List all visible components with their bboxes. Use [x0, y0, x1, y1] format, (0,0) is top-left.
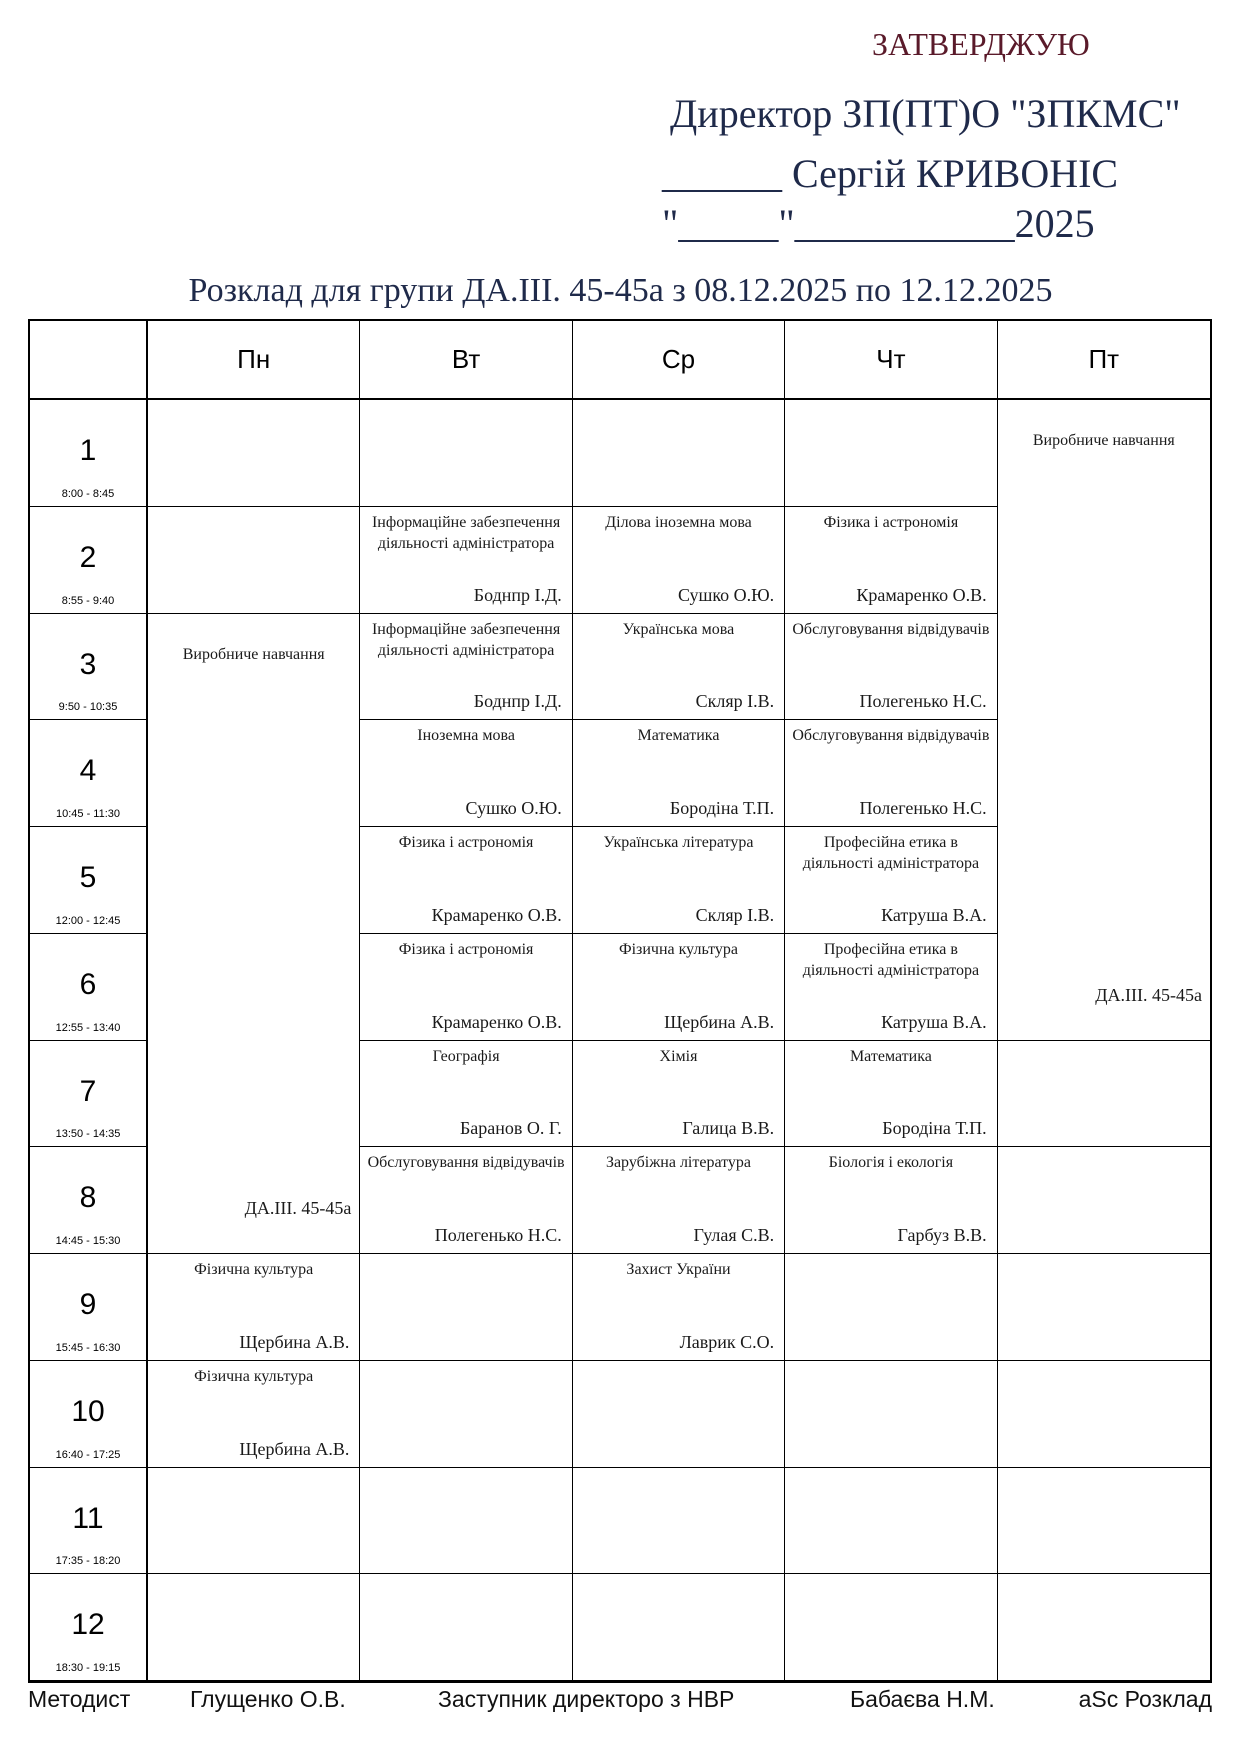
lesson-cell	[785, 614, 997, 721]
schedule-cell	[998, 1041, 1210, 1148]
lesson-subject: Обслуговування відвідувачів	[367, 1154, 565, 1172]
software-label: aSc Розклад	[1078, 1686, 1212, 1712]
lesson-cell	[148, 1254, 360, 1361]
lesson-teacher: Щербина А.В.	[239, 1438, 350, 1459]
lesson-cell	[573, 827, 785, 934]
period-number: 6	[79, 967, 97, 1001]
schedule-cell	[360, 1468, 572, 1575]
lesson-subject: Географія	[432, 1047, 500, 1065]
footer	[28, 1686, 1212, 1716]
lesson-subject: Математика	[849, 1047, 932, 1065]
lesson-cell	[573, 1254, 785, 1361]
schedule-cell	[360, 1574, 572, 1681]
lesson-subject: Інформаційне забезпечення діяльності адміністратора	[371, 620, 561, 659]
schedule-cell	[998, 1361, 1210, 1468]
day-header-mon: Пн	[148, 321, 360, 400]
schedule-cell	[998, 1574, 1210, 1681]
period-number: 9	[79, 1288, 97, 1321]
lesson-teacher: Скляр І.В.	[695, 904, 775, 925]
period-time: 9:50 - 10:35	[58, 701, 118, 714]
date-line: "_____"___________2025	[662, 201, 1095, 246]
block-group: ДА.III. 45-45а	[1095, 984, 1202, 1005]
lesson-cell	[360, 507, 572, 614]
lesson-cell	[360, 1147, 572, 1254]
lesson-teacher: Галица В.В.	[682, 1118, 775, 1139]
lesson-cell	[573, 614, 785, 721]
schedule-cell	[573, 1574, 785, 1681]
period-time: 12:55 - 13:40	[55, 1021, 121, 1034]
signer-line: ______ Сергій КРИВОНІС	[662, 151, 1119, 196]
lesson-subject: Українська література	[603, 834, 754, 851]
lesson-subject: Іноземна мова	[417, 727, 515, 745]
period-number: 11	[72, 1501, 104, 1535]
deputy-name: Бабаєва Н.М.	[850, 1686, 995, 1712]
schedule-cell	[148, 400, 360, 507]
period-number: 3	[79, 647, 97, 681]
lesson-cell	[785, 827, 997, 934]
period-number: 7	[79, 1074, 97, 1108]
lesson-teacher: Полегенько Н.С.	[859, 691, 987, 712]
lesson-teacher: Боднпр І.Д.	[473, 584, 562, 605]
period-time: 8:00 - 8:45	[61, 487, 115, 500]
schedule-cell	[785, 1468, 997, 1575]
period-cell	[30, 827, 148, 934]
table-corner	[30, 321, 148, 400]
lesson-cell	[785, 1041, 997, 1148]
period-number: 5	[79, 861, 97, 894]
lesson-cell	[360, 1041, 572, 1148]
period-cell	[30, 1574, 148, 1681]
lesson-subject: Захист України	[626, 1261, 731, 1278]
lesson-subject: Біологія і екологія	[828, 1154, 954, 1172]
lesson-subject: Фізична культура	[618, 940, 739, 958]
lesson-cell	[573, 1147, 785, 1254]
period-number: 1	[79, 434, 97, 467]
lesson-teacher: Гарбуз В.В.	[897, 1225, 987, 1245]
lesson-subject: Фізика і астрономія	[398, 940, 534, 958]
period-time: 8:55 - 9:40	[61, 594, 115, 607]
period-cell	[30, 1147, 148, 1254]
period-number: 4	[79, 754, 97, 788]
period-cell	[30, 1254, 148, 1361]
lesson-subject: Професійна етика в діяльності адміністратора	[802, 940, 980, 979]
lesson-subject: Інформаційне забезпечення діяльності адміністратора	[371, 513, 561, 552]
period-cell	[30, 934, 148, 1041]
schedule-cell	[148, 1574, 360, 1681]
period-time: 13:50 - 14:35	[55, 1128, 121, 1141]
schedule-cell	[785, 1361, 997, 1468]
day-header-tue: Вт	[360, 321, 572, 400]
lesson-cell	[360, 614, 572, 721]
schedule-cell	[148, 507, 360, 614]
lesson-subject: Українська мова	[622, 620, 735, 638]
lesson-subject: Математика	[637, 727, 720, 745]
period-time: 12:00 - 12:45	[55, 914, 121, 927]
period-time: 10:45 - 11:30	[55, 808, 120, 820]
production-training-block-fri	[998, 400, 1210, 1041]
day-header-thu: Чт	[785, 321, 997, 400]
period-time: 17:35 - 18:20	[55, 1555, 121, 1568]
schedule-cell	[360, 400, 572, 507]
lesson-teacher: Полегенько Н.С.	[434, 1225, 562, 1245]
lesson-teacher: Катруша В.А.	[881, 904, 987, 925]
lesson-teacher: Сушко О.Ю.	[465, 798, 562, 818]
period-time: 15:45 - 16:30	[55, 1341, 121, 1354]
lesson-teacher: Боднпр І.Д.	[473, 691, 562, 712]
lesson-cell	[573, 1041, 785, 1148]
lesson-cell	[785, 1147, 997, 1254]
lesson-teacher: Полегенько Н.С.	[859, 798, 987, 818]
lesson-cell	[360, 827, 572, 934]
schedule-cell	[573, 1361, 785, 1468]
lesson-subject: Зарубіжна література	[605, 1154, 752, 1172]
period-cell	[30, 1361, 148, 1468]
lesson-cell	[573, 934, 785, 1041]
period-number: 2	[79, 540, 97, 574]
lesson-teacher: Сушко О.Ю.	[677, 584, 775, 605]
lesson-cell	[573, 507, 785, 614]
schedule-cell	[998, 1468, 1210, 1575]
day-header-wed: Ср	[573, 321, 785, 400]
lesson-cell	[785, 934, 997, 1041]
period-time: 18:30 - 19:15	[55, 1662, 121, 1674]
period-cell	[30, 614, 148, 721]
lesson-cell	[148, 1361, 360, 1468]
period-time: 16:40 - 17:25	[55, 1448, 121, 1461]
period-number: 10	[71, 1394, 105, 1428]
lesson-teacher: Скляр І.В.	[695, 691, 775, 712]
approve-heading: ЗАТВЕРДЖУЮ	[872, 26, 1090, 62]
schedule-cell	[785, 1574, 997, 1681]
period-cell	[30, 720, 148, 827]
director-title: Директор ЗП(ПТ)О "ЗПКМС"	[670, 91, 1181, 136]
lesson-teacher: Гулая С.В.	[693, 1225, 775, 1245]
lesson-teacher: Баранов О. Г.	[459, 1118, 562, 1139]
schedule-title: Розклад для групи ДА.III. 45-45а з 08.12.2025 по 12.12.2025	[188, 272, 1053, 309]
lesson-subject: Обслуговування відвідувачів	[792, 620, 990, 638]
lesson-subject: Обслуговування відвідувачів	[792, 727, 990, 745]
lesson-teacher: Щербина А.В.	[239, 1331, 350, 1352]
period-cell	[30, 507, 148, 614]
lesson-teacher: Бородіна Т.П.	[669, 798, 775, 818]
lesson-teacher: Бородіна Т.П.	[882, 1118, 987, 1139]
deputy-label: Заступник директоро з НВР	[438, 1686, 735, 1712]
period-cell	[30, 1468, 148, 1575]
lesson-teacher: Лаврик С.О.	[679, 1331, 775, 1352]
schedule-cell	[573, 400, 785, 507]
period-time: 14:45 - 15:30	[55, 1235, 121, 1247]
lesson-subject: Професійна етика в діяльності адміністратора	[802, 834, 980, 872]
schedule-cell	[360, 1254, 572, 1361]
schedule-table	[28, 319, 1212, 1683]
schedule-cell	[785, 400, 997, 507]
schedule-cell	[998, 1254, 1210, 1361]
lesson-cell	[360, 720, 572, 827]
lesson-cell	[785, 720, 997, 827]
lesson-subject: Фізика і астрономія	[823, 513, 959, 531]
lesson-teacher: Крамаренко О.В.	[431, 904, 562, 925]
block-subject: Виробниче навчання	[182, 645, 325, 663]
lesson-subject: Фізика і астрономія	[398, 834, 534, 851]
lesson-teacher: Крамаренко О.В.	[856, 584, 987, 605]
schedule-cell	[148, 1468, 360, 1575]
lesson-cell	[573, 720, 785, 827]
schedule-cell	[998, 1147, 1210, 1254]
lesson-subject: Фізична культура	[194, 1367, 314, 1385]
lesson-teacher: Щербина А.В.	[664, 1011, 775, 1032]
schedule-cell	[785, 1254, 997, 1361]
lesson-teacher: Катруша В.А.	[881, 1011, 987, 1032]
period-cell	[30, 1041, 148, 1148]
lesson-subject: Хімія	[659, 1047, 698, 1065]
period-number: 12	[71, 1608, 105, 1642]
lesson-teacher: Крамаренко О.В.	[431, 1011, 562, 1032]
production-training-block-mon	[148, 614, 360, 1255]
period-cell	[30, 400, 148, 507]
lesson-subject: Ділова іноземна мова	[605, 513, 752, 531]
block-subject: Виробниче навчання	[1032, 432, 1175, 449]
methodist-label: Методист	[28, 1686, 131, 1712]
lesson-cell	[785, 507, 997, 614]
lesson-cell	[360, 934, 572, 1041]
block-group: ДА.III. 45-45а	[244, 1198, 352, 1218]
schedule-cell	[360, 1361, 572, 1468]
period-number: 8	[79, 1181, 97, 1215]
schedule-cell	[573, 1468, 785, 1575]
lesson-subject: Фізична культура	[194, 1261, 314, 1278]
methodist-name: Глущенко О.В.	[190, 1686, 346, 1712]
day-header-fri: Пт	[998, 321, 1210, 400]
